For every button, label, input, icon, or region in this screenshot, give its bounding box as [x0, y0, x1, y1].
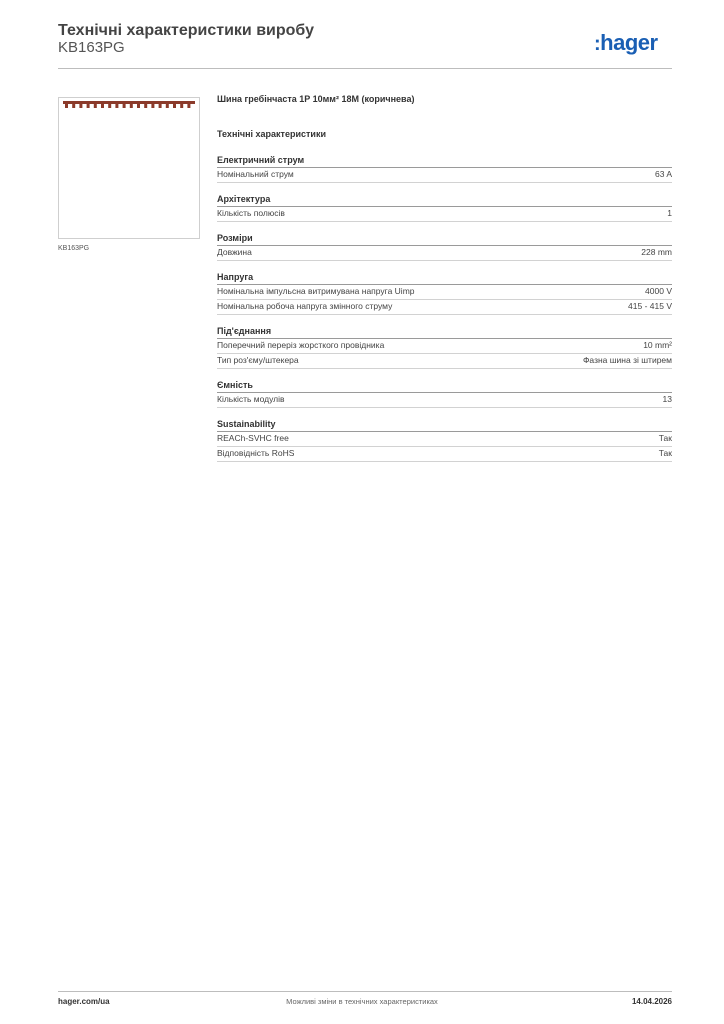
spec-value: 228 mm	[641, 247, 672, 257]
header-divider	[58, 68, 672, 69]
spec-label: REACh-SVHC free	[217, 433, 289, 443]
spec-label: Довжина	[217, 247, 252, 257]
spec-section	[217, 326, 672, 369]
busbar-pin	[166, 103, 169, 108]
product-description: Шина гребінчаста 1P 10мм² 18M (коричнева)	[217, 94, 415, 104]
spec-row	[217, 339, 672, 354]
busbar-pin	[123, 103, 126, 108]
spec-row	[217, 168, 672, 183]
busbar-comb-image	[63, 101, 195, 109]
image-caption: KB163PG	[58, 245, 90, 252]
spec-row	[217, 354, 672, 369]
spec-value: 13	[662, 394, 672, 404]
spec-label: Поперечний переріз жорсткого провідника	[217, 340, 385, 350]
busbar-pin	[187, 103, 190, 108]
page-title: Технічні характеристики виробу	[58, 22, 314, 39]
spec-section	[217, 155, 672, 183]
spec-row	[217, 300, 672, 315]
busbar-pin	[173, 103, 176, 108]
product-image	[58, 97, 200, 239]
spec-label: Кількість полюсів	[217, 208, 285, 218]
section-heading: Електричний струм	[217, 155, 672, 168]
busbar-pin	[72, 103, 75, 108]
busbar-pin	[79, 103, 82, 108]
spec-value: 1	[667, 208, 672, 218]
spec-section	[217, 233, 672, 261]
product-code: KB163PG	[58, 39, 125, 56]
section-heading: Під'єднання	[217, 326, 672, 339]
section-heading: Sustainability	[217, 419, 672, 432]
spec-row	[217, 393, 672, 408]
spec-value: 63 A	[654, 169, 672, 179]
logo-text: hager	[600, 30, 658, 55]
busbar-pin	[115, 103, 118, 108]
spec-label: Тип роз'єму/штекера	[217, 355, 299, 365]
spec-value: Так	[658, 433, 672, 443]
busbar-pin	[87, 103, 90, 108]
logo-dots-icon: :	[594, 33, 601, 55]
section-heading: Напруга	[217, 272, 672, 285]
footer-note: Можливі зміни в технічних характеристиках	[286, 997, 438, 1006]
busbar-pin	[144, 103, 147, 108]
spec-value: Фазна шина зі штирем	[582, 355, 672, 365]
spec-value: Так	[658, 448, 672, 458]
footer-date: 14.04.2026	[631, 997, 672, 1006]
spec-row	[217, 246, 672, 261]
busbar-pin	[180, 103, 183, 108]
busbar-pin	[108, 103, 111, 108]
busbar-pin	[159, 103, 162, 108]
section-heading: Розміри	[217, 233, 672, 246]
spec-section	[217, 194, 672, 222]
spec-value: 4000 V	[645, 286, 672, 296]
spec-label: Номінальна робоча напруга змінного струму	[217, 301, 393, 311]
busbar-pin	[94, 103, 97, 108]
spec-label: Номінальний струм	[217, 169, 294, 179]
spec-section	[217, 380, 672, 408]
spec-row	[217, 447, 672, 462]
busbar-pin	[130, 103, 133, 108]
spec-value: 415 - 415 V	[628, 301, 672, 311]
spec-label: Кількість модулів	[217, 394, 285, 404]
hager-logo	[594, 30, 658, 56]
spec-section	[217, 419, 672, 462]
section-heading: Архітектура	[217, 194, 672, 207]
spec-panel	[217, 94, 672, 462]
spec-section	[217, 272, 672, 315]
spec-row	[217, 207, 672, 222]
spec-sections	[217, 155, 672, 462]
busbar-pin	[65, 103, 68, 108]
spec-row	[217, 285, 672, 300]
spec-label: Номінальна імпульсна витримувана напруга Uimp	[217, 286, 415, 296]
section-heading: Ємність	[217, 380, 672, 393]
busbar-pin	[101, 103, 104, 108]
footer-website[interactable]: hager.com/ua	[58, 997, 110, 1006]
spec-row	[217, 432, 672, 447]
busbar-pin	[151, 103, 154, 108]
busbar-pin	[137, 103, 140, 108]
footer-divider	[58, 991, 672, 992]
spec-value: 10 mm²	[643, 340, 672, 350]
spec-heading: Технічні характеристики	[217, 129, 326, 139]
spec-label: Відповідність RoHS	[217, 448, 295, 458]
